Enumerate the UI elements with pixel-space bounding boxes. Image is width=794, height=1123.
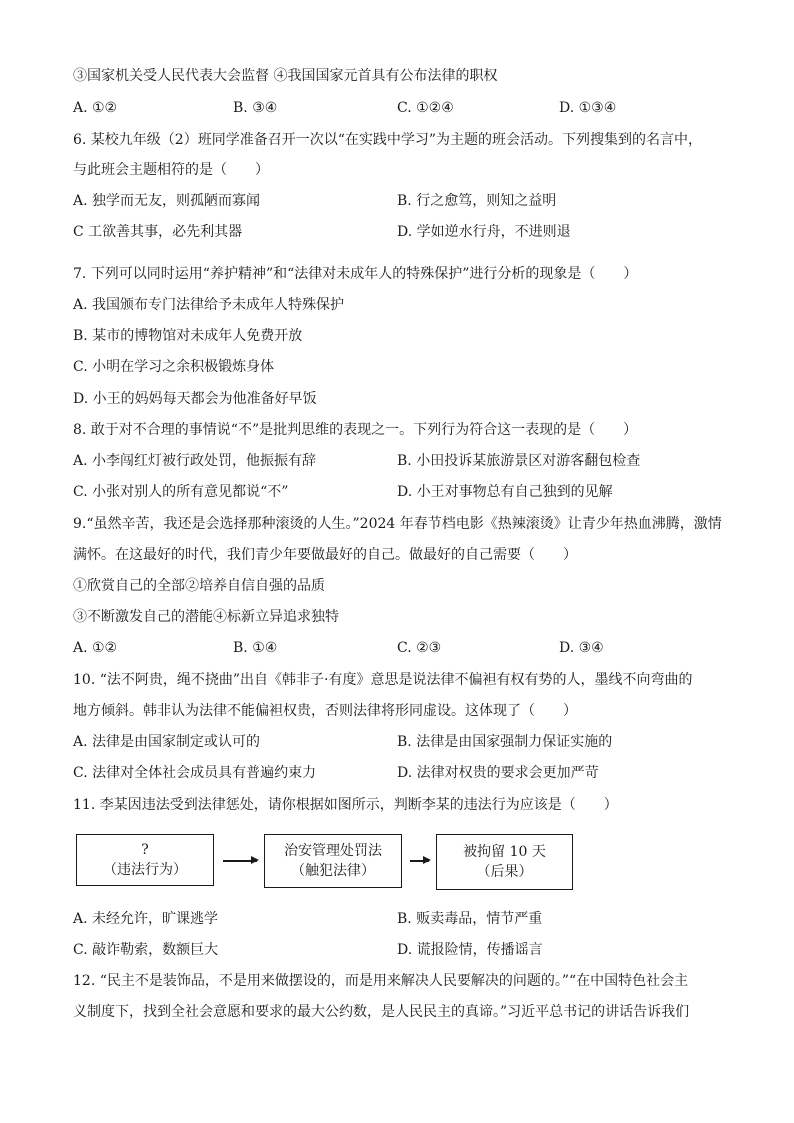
q6-option-b: B. 行之愈笃，则知之益明 bbox=[397, 193, 557, 209]
q5-statement-line: ③国家机关受人民代表大会监督 ④我国国家元首具有公布法律的职权 bbox=[73, 68, 498, 84]
q7-option-c: C. 小明在学习之余积极锻炼身体 bbox=[73, 359, 275, 375]
q11-option-a: A. 未经允许，旷课逃学 bbox=[73, 911, 219, 927]
q6-option-d: D. 学如逆水行舟，不进则退 bbox=[397, 224, 571, 240]
flow-box-illegal-act-line2: （违法行为） bbox=[103, 862, 187, 878]
q7-option-a: A. 我国颁布专门法律给予未成年人特殊保护 bbox=[73, 297, 345, 313]
flow-box-consequence-line1: 被拘留 10 天 bbox=[463, 844, 546, 860]
q6-stem-line2: 与此班会主题相符的是（ ） bbox=[73, 162, 269, 178]
q9-option-d: D. ③④ bbox=[559, 640, 604, 656]
flow-box-consequence bbox=[436, 834, 573, 890]
q6-stem-line1: 6. 某校九年级（2）班同学准备召开一次以“在实践中学习”为主题的班会活动。下列搜集到的名言中， bbox=[73, 132, 703, 148]
q8-option-c: C. 小张对别人的所有意见都说“不” bbox=[73, 484, 289, 500]
q11-option-d: D. 谎报险情，传播谣言 bbox=[397, 942, 543, 958]
flow-box-consequence-line2: （后果） bbox=[476, 864, 533, 880]
q5-option-b: B. ③④ bbox=[233, 100, 278, 116]
q7-stem-line1: 7. 下列可以同时运用“养护精神”和“法律对未成年人的特殊保护”进行分析的现象是（ ） bbox=[73, 266, 638, 282]
q6-option-a: A. 独学而无友，则孤陋而寡闻 bbox=[73, 193, 261, 209]
q12-stem-line1: 12. “民主不是装饰品，不是用来做摆设的，而是用来解决人民要解决的问题的。”“在中国特色社会主 bbox=[73, 973, 689, 989]
q9-stem-line2: 满怀。在这最好的时代，我们青少年要做最好的自己。做最好的自己需要（ ） bbox=[73, 547, 577, 563]
q10-stem-line2: 地方倾斜。韩非认为法律不能偏袒权贵，否则法律将形同虚设。这体现了（ ） bbox=[73, 703, 577, 719]
q10-option-a: A. 法律是由国家制定或认可的 bbox=[73, 734, 261, 750]
q7-option-d: D. 小王的妈妈每天都会为他准备好早饭 bbox=[73, 391, 317, 407]
flow-box-law bbox=[264, 834, 402, 888]
q8-option-a: A. 小李闯红灯被行政处罚，他振振有辞 bbox=[73, 453, 317, 469]
q11-option-c: C. 敲诈勒索，数额巨大 bbox=[73, 942, 219, 958]
flow-arrow-right-icon bbox=[410, 860, 429, 862]
q8-option-b: B. 小田投诉某旅游景区对游客翻包检查 bbox=[397, 453, 641, 469]
q6-option-c: C 工欲善其事，必先利其器 bbox=[73, 224, 243, 240]
q5-option-d: D. ①③④ bbox=[559, 100, 617, 116]
q9-statement-line1: ①欣赏自己的全部②培养自信自强的品质 bbox=[73, 578, 325, 594]
q9-option-c: C. ②③ bbox=[397, 640, 442, 656]
flow-box-law-line1: 治安管理处罚法 bbox=[284, 843, 382, 859]
q5-option-a: A. ①② bbox=[73, 100, 118, 116]
q8-option-d: D. 小王对事物总有自己独到的见解 bbox=[397, 484, 613, 500]
q10-option-b: B. 法律是由国家强制力保证实施的 bbox=[397, 734, 613, 750]
flow-arrow-right-icon bbox=[223, 860, 257, 862]
q9-stem-line1: 9.“虽然辛苦，我还是会选择那种滚烫的人生。”2024 年春节档电影《热辣滚烫》让青少年热血沸腾，激情 bbox=[73, 516, 722, 532]
q10-stem-line1: 10. “法不阿贵，绳不挠曲”出自《韩非子·有度》意思是说法律不偏袒有权有势的人，墨线不向弯曲的 bbox=[73, 672, 693, 688]
q10-option-c: C. 法律对全体社会成员具有普遍约束力 bbox=[73, 765, 317, 781]
q9-statement-line2: ③不断激发自己的潜能④标新立异追求独特 bbox=[73, 609, 339, 625]
q7-option-b: B. 某市的博物馆对未成年人免费开放 bbox=[73, 328, 303, 344]
flow-box-illegal-act bbox=[76, 834, 214, 886]
flow-box-illegal-act-line1: ? bbox=[141, 842, 149, 858]
q10-option-d: D. 法律对权贵的要求会更加严苛 bbox=[397, 765, 599, 781]
q11-stem-line1: 11. 李某因违法受到法律惩处，请你根据如图所示，判断李某的违法行为应该是（ ） bbox=[73, 797, 618, 813]
q5-option-c: C. ①②④ bbox=[397, 100, 454, 116]
q12-stem-line2: 义制度下，找到全社会意愿和要求的最大公约数，是人民民主的真谛。”习近平总书记的讲话告诉我们 bbox=[73, 1004, 690, 1020]
q11-option-b: B. 贩卖毒品，情节严重 bbox=[397, 911, 543, 927]
q9-option-a: A. ①② bbox=[73, 640, 118, 656]
q8-stem-line1: 8. 敢于对不合理的事情说“不”是批判思维的表现之一。下列行为符合这一表现的是（ ） bbox=[73, 422, 638, 438]
flow-box-law-line2: （触犯法律） bbox=[291, 863, 375, 879]
q9-option-b: B. ①④ bbox=[233, 640, 278, 656]
